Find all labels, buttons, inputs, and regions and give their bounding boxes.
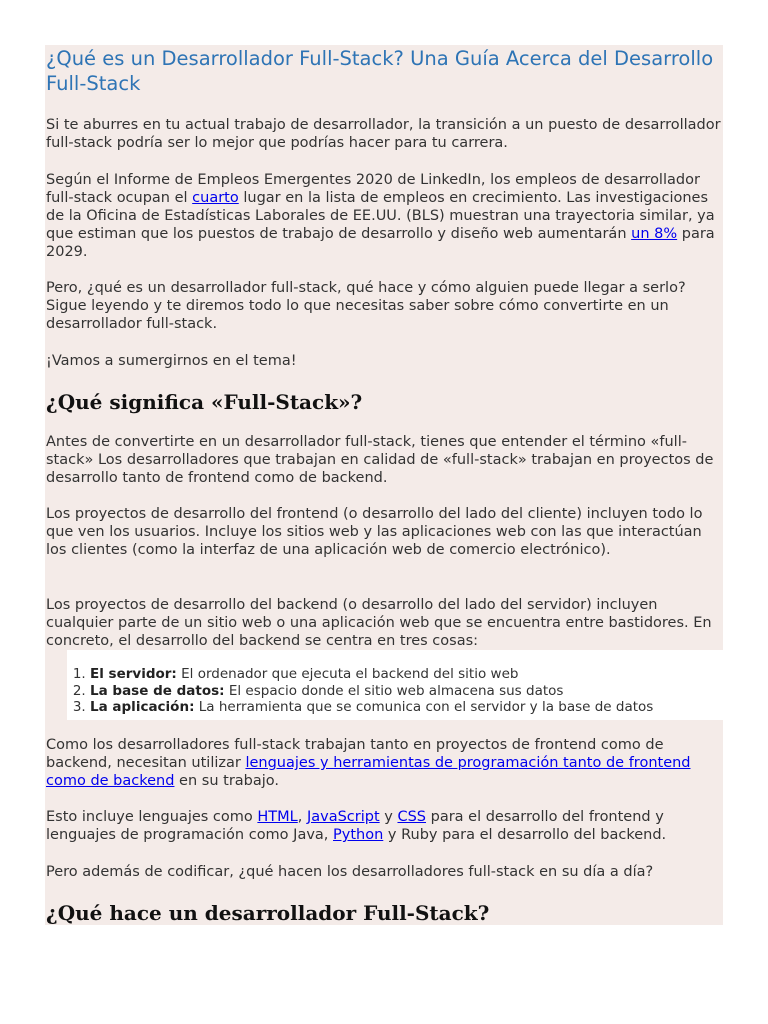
list-item-desc: La herramienta que se comunica con el servidor y la base de datos xyxy=(194,699,654,716)
article-title: ¿Qué es un Desarrollador Full-Stack? Una Guía Acerca del Desarrollo Full-Stack xyxy=(46,47,714,95)
linkedin-paragraph xyxy=(46,171,726,261)
question-paragraph: Pero, ¿qué es un desarrollador full-stack, qué hace y cómo alguien puede llegar a serlo? Sigue leyendo y te diremos todo lo que necesitas saber sobre cómo convertirte en un desarrollador full-stack. xyxy=(46,280,686,332)
list-item-desc: El espacio donde el sitio web almacena sus datos xyxy=(224,682,564,699)
examples-text-4: para el desarrollo del frontend y lenguajes de programación como Java, xyxy=(46,809,664,843)
frontend-paragraph: Los proyectos de desarrollo del frontend (o desarrollo del lado del cliente) incluyen todo lo que ven los usuarios. Incluye los sitios web y las aplicaciones web con las que interactúan los clientes (como la interfaz de una aplicación web de comercio electrónico). xyxy=(46,506,703,558)
python-link[interactable]: Python xyxy=(333,827,384,843)
linkedin-text-2: lugar en la lista de empleos en crecimiento. Las investigaciones de la Oficina de Estadísticas Laborales de EE.UU. (BLS) muestran una trayectoria similar, ya que estiman que los puestos de trabajo de desarrollo y diseño web aumentarán xyxy=(46,190,715,242)
daily-work-paragraph: Pero además de codificar, ¿qué hacen los desarrolladores full-stack en su día a día? xyxy=(46,864,654,880)
backend-paragraph: Los proyectos de desarrollo del backend (o desarrollo del lado del servidor) incluyen cualquier parte de un sitio web o una aplicación web que se encuentra entre bastidores. En concreto, el desarrollo del backend se centra en tres cosas: xyxy=(46,597,712,649)
languages-text-2: en su trabajo. xyxy=(174,773,280,789)
css-link[interactable]: CSS xyxy=(397,809,427,825)
heading-what-does-full-stack-do: ¿Qué hace un desarrollador Full-Stack? xyxy=(46,901,490,925)
cuarto-link[interactable]: cuarto xyxy=(192,190,239,206)
list-item-term: La aplicación: xyxy=(90,699,195,716)
languages-tools-link[interactable]: lenguajes y herramientas de programación tanto de frontend como de backend xyxy=(46,755,691,789)
intro-paragraph: Si te aburres en tu actual trabajo de desarrollador, la transición a un puesto de desarrollador full-stack podría ser lo mejor que podrías hacer para tu carrera. xyxy=(46,117,721,151)
heading-full-stack-meaning: ¿Qué significa «Full-Stack»? xyxy=(46,390,363,414)
list-item xyxy=(90,666,720,683)
list-item xyxy=(90,699,720,716)
dive-in-paragraph: ¡Vamos a sumergirnos en el tema! xyxy=(46,353,297,369)
backend-items-list xyxy=(46,666,720,716)
full-stack-term-paragraph: Antes de convertirte en un desarrollador full-stack, tienes que entender el término «full-stack» Los desarrolladores que trabajan en calidad de «full-stack» trabajan en proyectos de desarrollo tanto de frontend como de backend. xyxy=(46,434,714,486)
examples-text-3: y xyxy=(379,809,398,825)
list-item-term: La base de datos: xyxy=(90,682,225,699)
languages-tools-paragraph xyxy=(46,736,726,790)
javascript-link[interactable]: JavaScript xyxy=(306,809,380,825)
languages-examples-paragraph xyxy=(46,808,726,844)
linkedin-text-3: para 2029. xyxy=(46,226,715,260)
html-link[interactable]: HTML xyxy=(257,809,298,825)
examples-text-2: , xyxy=(297,809,307,825)
examples-text-1: Esto incluye lenguajes como xyxy=(46,809,258,825)
list-item-term: El servidor: xyxy=(90,666,177,682)
languages-text-1: Como los desarrolladores full-stack trabajan tanto en proyectos de frontend como de backend, necesitan utilizar xyxy=(46,737,664,771)
list-item xyxy=(90,683,720,700)
list-item-desc: El ordenador que ejecuta el backend del sitio web xyxy=(176,666,519,682)
examples-text-5: y Ruby para el desarrollo del backend. xyxy=(383,827,667,843)
linkedin-text-1: Según el Informe de Empleos Emergentes 2020 de LinkedIn, los empleos de desarrollador full-stack ocupan el xyxy=(46,172,700,206)
document-page xyxy=(45,45,723,925)
eight-percent-link[interactable]: un 8% xyxy=(631,226,678,242)
